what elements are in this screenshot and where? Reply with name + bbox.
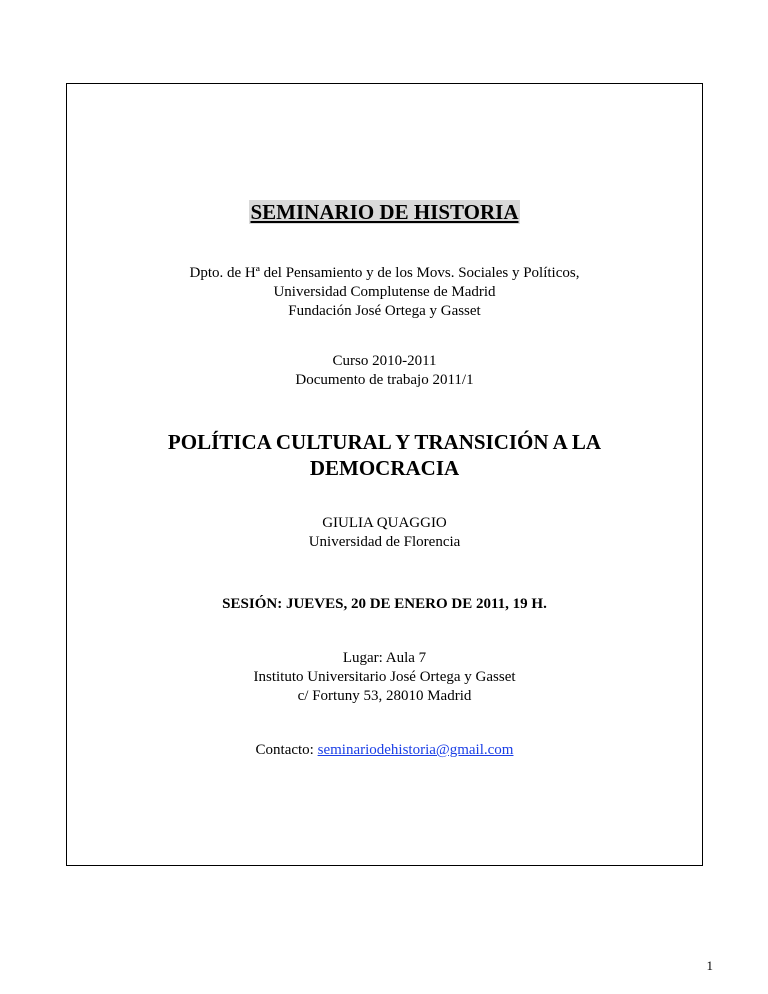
location-address: c/ Fortuny 53, 28010 Madrid [297,688,472,704]
course-block [67,352,702,390]
paper-title-line-2: DEMOCRACIA [309,456,460,480]
location-block [67,649,702,706]
paper-title-line-1: POLÍTICA CULTURAL Y TRANSICIÓN A LA [167,430,602,454]
paper-title [67,429,702,481]
seminar-title-text: SEMINARIO DE HISTORIA [250,200,519,224]
location-institute: Instituto Universitario José Ortega y Gasset [253,669,516,685]
institutions-block [67,264,702,321]
course-year: Curso 2010-2011 [332,353,437,369]
contact-line [67,741,702,760]
page-number: 1 [706,958,713,973]
seminar-title [67,200,702,225]
contact-email-link[interactable]: seminariodehistoria@gmail.com [317,742,514,758]
location-room: Lugar: Aula 7 [342,650,427,666]
working-document: Documento de trabajo 2011/1 [295,372,474,388]
author-affiliation: Universidad de Florencia [308,534,461,550]
cover-frame [66,83,703,866]
department-line: Dpto. de Hª del Pensamiento y de los Movs. Sociales y Políticos, [189,265,580,281]
contact-label: Contacto: [255,742,318,758]
foundation-line: Fundación José Ortega y Gasset [288,303,481,319]
author-name: GIULIA QUAGGIO [322,515,447,531]
session-line: SESIÓN: JUEVES, 20 DE ENERO DE 2011, 19 H. [222,596,547,612]
author-block [67,514,702,552]
university-line: Universidad Complutense de Madrid [273,284,496,300]
